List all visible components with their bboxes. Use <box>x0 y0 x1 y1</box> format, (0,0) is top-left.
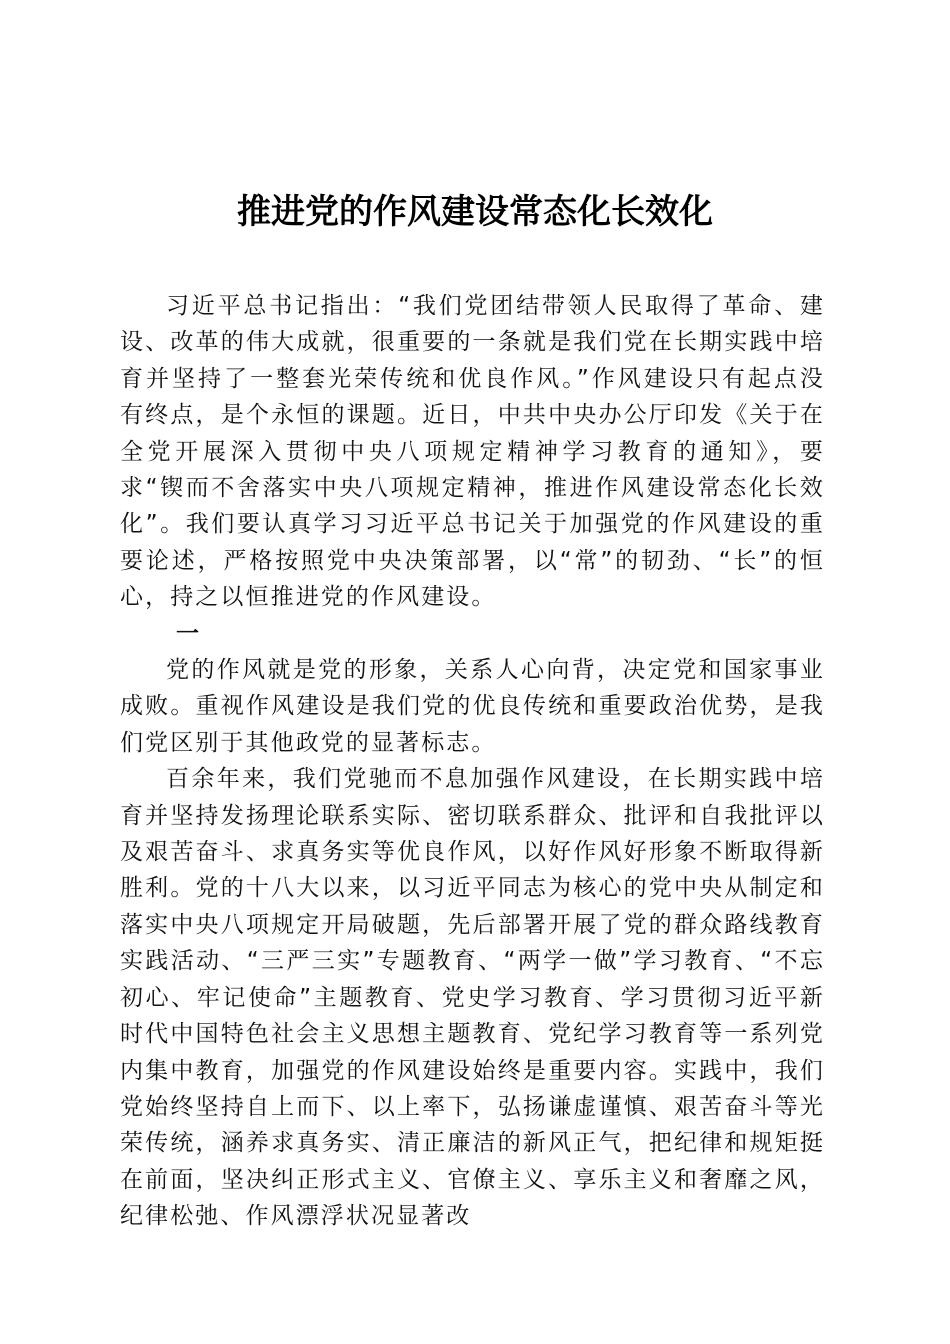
document-title: 推进党的作风建设常态化长效化 <box>237 192 713 232</box>
paragraph-2: 百余年来，我们党驰而不息加强作风建设，在长期实践中培育并坚持发扬理论联系实际、密切联系群众、批评和自我批评以及艰苦奋斗、求真务实等优良作风，以好作风好形象不断取得新胜利。党的十八大以来，以习近平同志为核心的党中央从制定和落实中央八项规定开局破题，先后部署开展了党的群众路线教育实践活动、“三严三实”专题教育、“两学一做”学习教育、“不忘初心、牢记使命”主题教育、党史学习教育、学习贯彻习近平新时代中国特色社会主义思想主题教育、党纪学习教育等一系列党内集中教育，加强党的作风建设始终是重要内容。实践中，我们党始终坚持自上而下、以上率下，弘扬谦虚谨慎、艰苦奋斗等光荣传统，涵养求真务实、清正廉洁的新风正气，把纪律和规矩挺在前面，坚决纠正形式主义、官僚主义、享乐主义和奢靡之风，纪律松弛、作风漂浮状况显著改 <box>120 766 825 1230</box>
paragraph-intro: 习近平总书记指出：“我们党团结带领人民取得了革命、建设、改革的伟大成就，很重要的一条就是我们党在长期实践中培育并坚持了一整套光荣传统和优良作风。”作风建设只有起点没有终点，是个永恒的课题。近日，中共中央办公厅印发《关于在全党开展深入贯彻中央八项规定精神学习教育的通知》，要求“锲而不舍落实中央八项规定精神，推进作风建设常态化长效化”。我们要认真学习习近平总书记关于加强党的作风建设的重要论述，严格按照党中央决策部署，以“常”的韧劲、“长”的恒心，持之以恒推进党的作风建设。 <box>120 293 825 611</box>
document-body <box>120 288 825 1235</box>
section-number: 一 <box>176 620 202 647</box>
paragraph-1: 党的作风就是党的形象，关系人心向背，决定党和国家事业成败。重视作风建设是我们党的优良传统和重要政治优势，是我们党区别于其他政党的显著标志。 <box>120 657 825 756</box>
section-heading <box>120 616 825 652</box>
